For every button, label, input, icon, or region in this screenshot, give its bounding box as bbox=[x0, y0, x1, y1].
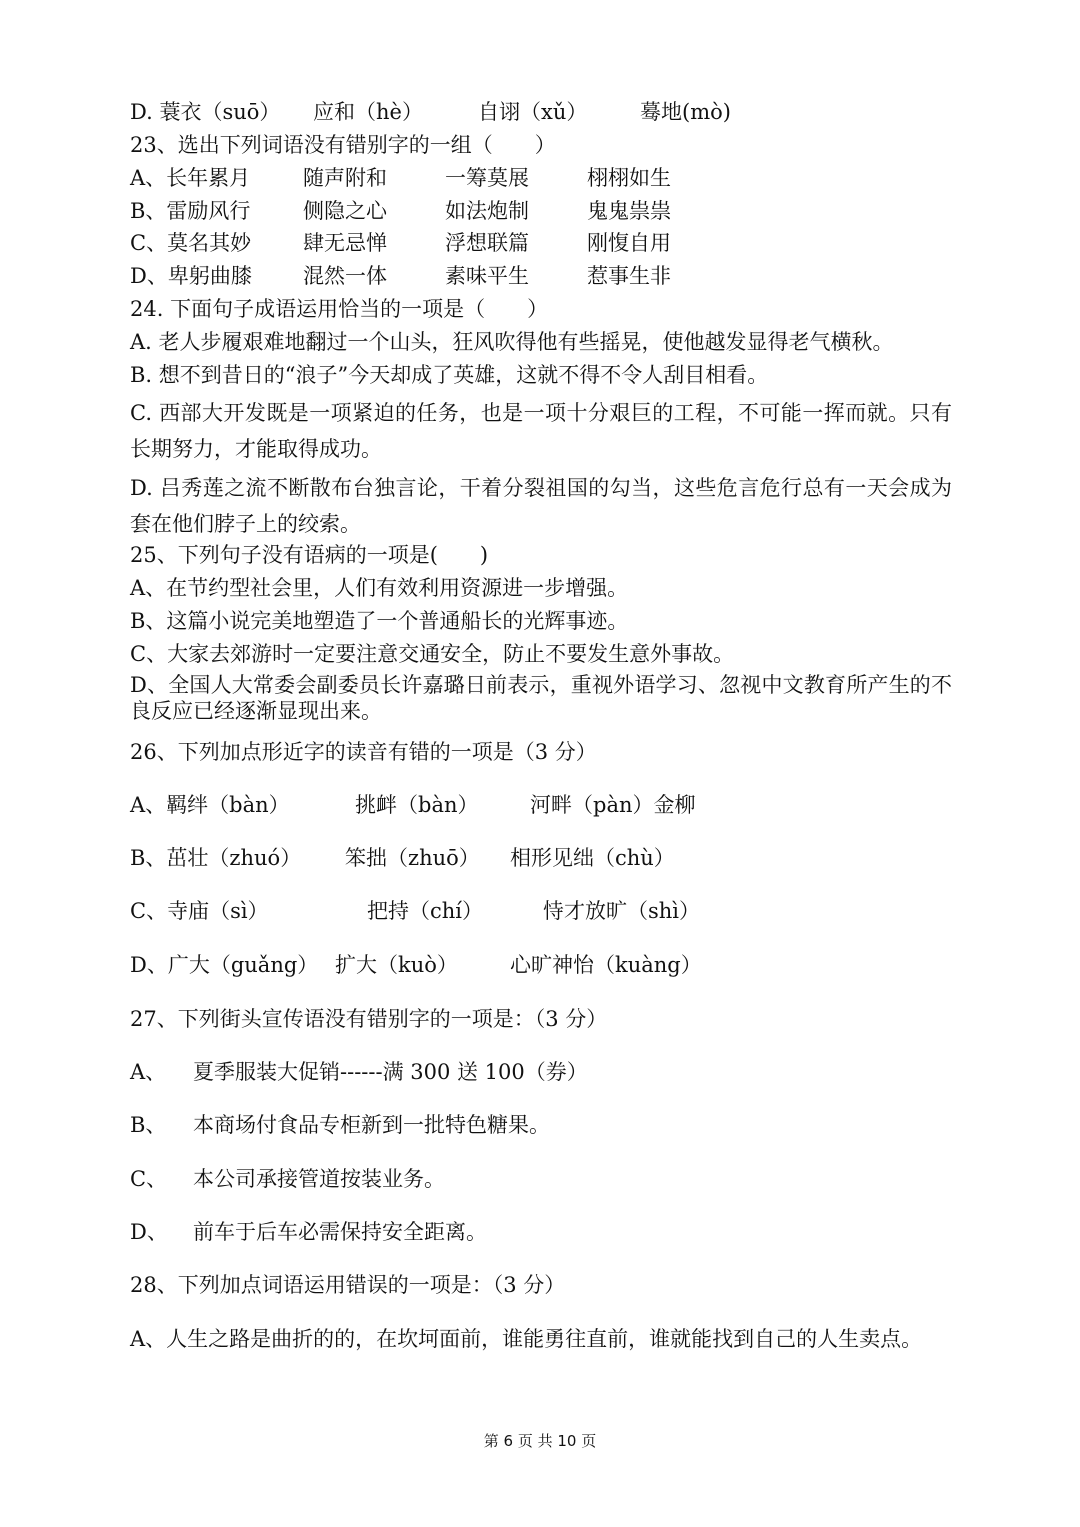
q25-option-b: B、这篇小说完美地塑造了一个普通船长的光辉事迹。 bbox=[130, 609, 629, 633]
q26-a-2: 挑衅（bàn） bbox=[355, 793, 479, 817]
q26-d-1: D、广大（guǎng） bbox=[130, 953, 319, 977]
q23-a-2: 随声附和 bbox=[303, 166, 387, 190]
q23-stem: 23、选出下列词语没有错别字的一组（ ） bbox=[130, 133, 556, 157]
q24-option-c: C. 西部大开发既是一项紧迫的任务，也是一项十分艰巨的工程，不可能一挥而就。只有长期努力，才能取得成功。 bbox=[130, 401, 952, 461]
q28-option-a: A、人生之路是曲折的的，在坎坷面前，谁能勇往直前，谁就能找到自己的人生卖点。 bbox=[130, 1327, 923, 1351]
q27-c-letter: C、 bbox=[130, 1167, 168, 1191]
page-footer: 第 6 页 共 10 页 bbox=[483, 1432, 597, 1450]
q26-c-2: 把持（chí） bbox=[367, 899, 484, 923]
q27-stem: 27、下列街头宣传语没有错别字的一项是：（3 分） bbox=[130, 1007, 608, 1031]
q26-stem: 26、下列加点形近字的读音有错的一项是（3 分） bbox=[130, 740, 597, 764]
q24-stem: 24. 下面句子成语运用恰当的一项是（ ） bbox=[130, 297, 549, 321]
q24-option-b: B. 想不到昔日的“浪子”今天却成了英雄，这就不得不令人刮目相看。 bbox=[130, 363, 769, 387]
q22-d-item-1: D. 蓑衣（suō） bbox=[130, 100, 281, 124]
q27-b-text: 本商场付食品专柜新到一批特色糖果。 bbox=[193, 1113, 550, 1137]
q28-stem: 28、下列加点词语运用错误的一项是：（3 分） bbox=[130, 1273, 566, 1297]
q26-c-3: 恃才放旷（shì） bbox=[543, 899, 701, 923]
q22-d-item-3: 自诩（xǔ） bbox=[478, 100, 588, 124]
q22-d-item-2: 应和（hè） bbox=[313, 100, 423, 124]
q25-option-a: A、在节约型社会里，人们有效利用资源进一步增强。 bbox=[130, 576, 629, 600]
q27-a-letter: A、 bbox=[130, 1060, 167, 1084]
q27-a-text: 夏季服装大促销------满 300 送 100（券） bbox=[193, 1060, 588, 1084]
q24-option-a: A. 老人步履艰难地翻过一个山头，狂风吹得他有些摇晃，使他越发显得老气横秋。 bbox=[130, 330, 894, 354]
q25-stem: 25、下列句子没有语病的一项是( ) bbox=[130, 543, 489, 567]
q23-d-4: 惹事生非 bbox=[587, 264, 671, 288]
q26-a-3: 河畔（pàn）金柳 bbox=[530, 793, 696, 817]
q23-b-3: 如法炮制 bbox=[445, 199, 529, 223]
q26-b-3: 相形见绌（chù） bbox=[510, 846, 675, 870]
q25-option-c: C、大家去郊游时一定要注意交通安全，防止不要发生意外事故。 bbox=[130, 642, 735, 666]
q27-c-text: 本公司承接管道按装业务。 bbox=[193, 1167, 445, 1191]
q25-option-d: D、全国人大常委会副委员长许嘉璐日前表示，重视外语学习、忽视中文教育所产生的不良反应已经逐渐显现出来。 bbox=[130, 673, 952, 723]
q26-a-1: A、羁绊（bàn） bbox=[130, 793, 290, 817]
q27-b-letter: B、 bbox=[130, 1113, 167, 1137]
q22-d-item-4: 蓦地(mò) bbox=[640, 100, 731, 124]
q26-d-3: 心旷神怡（kuàng） bbox=[510, 953, 702, 977]
q23-d-2: 混然一体 bbox=[303, 264, 387, 288]
q23-a-1: A、长年累月 bbox=[130, 166, 251, 190]
q26-b-2: 笨拙（zhuō） bbox=[345, 846, 480, 870]
q26-b-1: B、茁壮（zhuó） bbox=[130, 846, 302, 870]
q23-c-2: 肆无忌惮 bbox=[303, 231, 387, 255]
q23-d-1: D、卑躬曲膝 bbox=[130, 264, 252, 288]
q23-b-4: 鬼鬼祟祟 bbox=[587, 199, 671, 223]
q26-c-1: C、寺庙（sì） bbox=[130, 899, 269, 923]
q23-a-4: 栩栩如生 bbox=[587, 166, 671, 190]
q23-a-3: 一筹莫展 bbox=[445, 166, 529, 190]
q27-d-text: 前车于后车必需保持安全距离。 bbox=[193, 1220, 487, 1244]
q23-c-1: C、莫名其妙 bbox=[130, 231, 252, 255]
q26-d-2: 扩大（kuò） bbox=[335, 953, 458, 977]
q23-b-2: 侧隐之心 bbox=[303, 199, 387, 223]
q23-b-1: B、雷励风行 bbox=[130, 199, 251, 223]
q23-d-3: 素味平生 bbox=[445, 264, 529, 288]
q23-c-3: 浮想联篇 bbox=[445, 231, 529, 255]
q23-c-4: 刚愎自用 bbox=[587, 231, 671, 255]
q24-option-d: D. 吕秀莲之流不断散布台独言论，干着分裂祖国的勾当，这些危言危行总有一天会成为套在他们脖子上的绞索。 bbox=[130, 476, 952, 536]
q27-d-letter: D、 bbox=[130, 1220, 168, 1244]
